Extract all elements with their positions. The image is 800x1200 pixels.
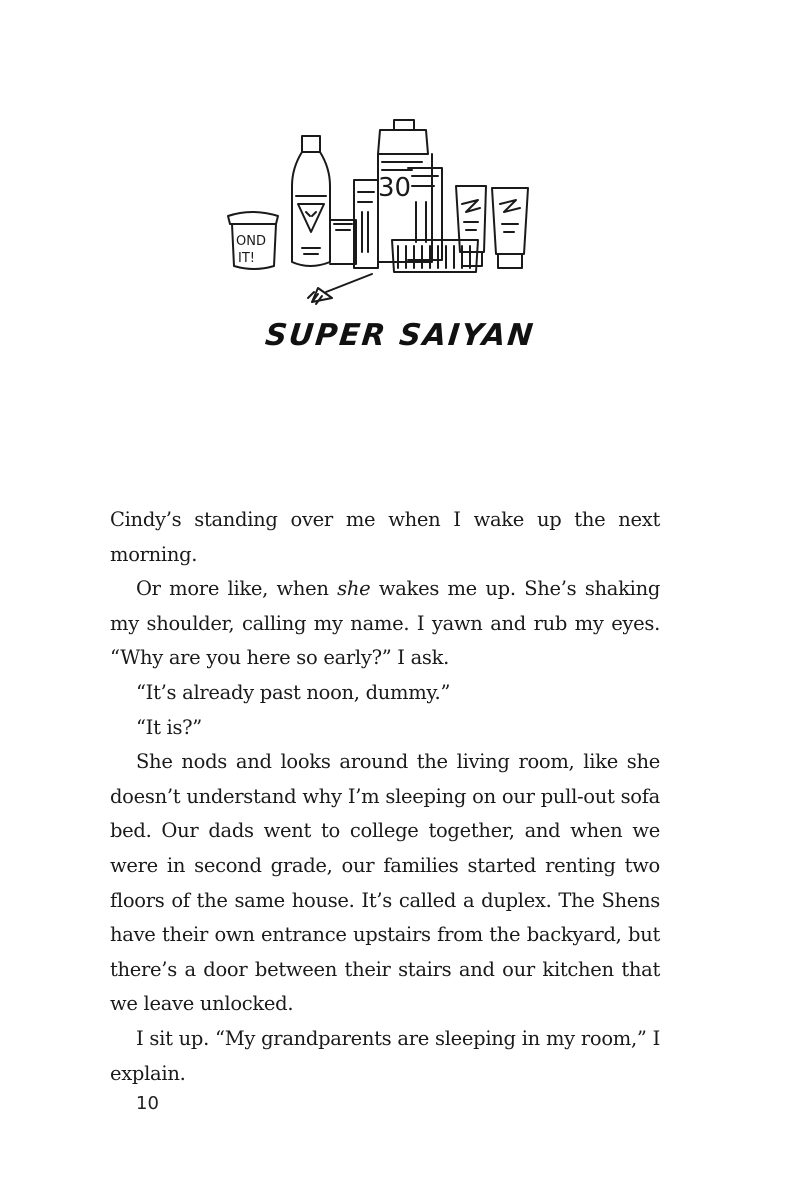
emphasized-word: she [337,577,371,601]
jar-label-line1: OND [236,234,266,249]
paragraph: Or more like, when she wakes me up. She’s shaking my shoulder, calling my name. I yawn and rub my eyes. “Why are you here so early?” I ask. [110,577,661,670]
tray-icon [392,240,478,272]
paragraph: She nods and looks around the living room, like she doesn’t understand why I’m sleeping on our pull-out sofa bed. Our dads went to college together, and when we were in second grade, our families started renting two floors of the same house. It’s called a duplex. The Shens have their own entrance upstairs from the backyard, but there’s a door between their stairs and our kitchen that we leave unlocked. [110,750,660,1016]
hair-products-illustration [222,112,537,307]
jar-label-line2: IT! [238,251,255,266]
small-bottle-icon [330,220,356,264]
body-text [110,503,660,1091]
bottle-number: 30 [378,173,412,203]
jar-icon [228,212,278,269]
tube-icon [492,188,528,268]
paragraph: “It is?” [136,715,202,739]
box-30-icon [354,173,411,268]
chapter-title: SUPER SAIYAN [263,318,537,353]
fox-bottle-icon [292,136,330,266]
brush-icon [308,274,372,304]
page-number: 10 [136,1093,159,1114]
paragraph: Cindy’s standing over me when I wake up the next morning. [110,508,660,566]
paragraph: I sit up. “My grandparents are sleeping in my room,” I explain. [110,1026,660,1085]
paragraph: “It’s already past noon, dummy.” [136,680,451,704]
